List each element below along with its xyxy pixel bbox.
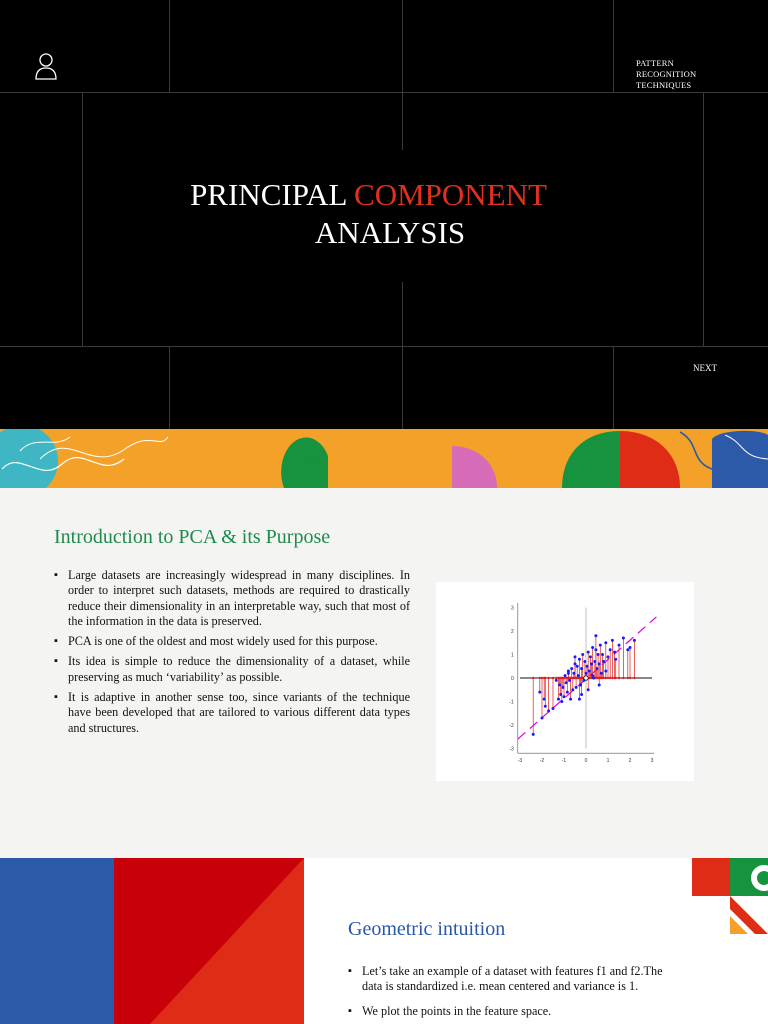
data-point — [580, 693, 583, 696]
title-slide — [0, 0, 768, 429]
data-point — [574, 655, 577, 658]
data-point — [601, 653, 604, 656]
section-title: Introduction to PCA & its Purpose — [54, 526, 331, 548]
grid-line — [613, 346, 614, 429]
data-point — [568, 679, 571, 682]
data-point — [560, 700, 563, 703]
data-point — [571, 688, 574, 691]
data-point — [558, 684, 561, 687]
data-point — [613, 651, 616, 654]
projected-point — [609, 677, 611, 679]
grid-line — [169, 346, 170, 429]
data-point — [572, 672, 575, 675]
data-point — [552, 707, 555, 710]
data-point — [633, 639, 636, 642]
projected-point — [580, 677, 582, 679]
data-point — [555, 679, 558, 682]
data-point — [591, 646, 594, 649]
list-item: ▪ It is adaptive in another sense too, since variants of the technique have been developed that are tailored to various different data types and structures. — [54, 690, 410, 736]
intro-slide — [0, 488, 768, 858]
grid-line — [0, 346, 768, 347]
grid-line — [613, 0, 614, 92]
data-point — [563, 695, 566, 698]
data-point — [587, 688, 590, 691]
page-title — [0, 176, 740, 252]
projected-point — [574, 677, 576, 679]
data-point — [618, 644, 621, 647]
data-point — [609, 648, 612, 651]
list-item: ▪ PCA is one of the oldest and most widely used for this purpose. — [54, 634, 410, 649]
list-item: ▪ Large datasets are increasingly widespread in many disciplines. In order to interpret such datasets, methods are required to drastically reduce their dimensionality in an interpretable way, such that most of the information in the data is preserved. — [54, 568, 410, 629]
data-point — [541, 716, 544, 719]
data-point — [597, 653, 600, 656]
x-tick-label: 0 — [584, 758, 588, 765]
data-point — [604, 669, 607, 672]
data-point — [579, 684, 582, 687]
y-tick-label: 1 — [511, 652, 514, 659]
data-point — [564, 674, 567, 677]
data-point — [599, 644, 602, 647]
y-tick-label: -1 — [509, 699, 514, 706]
data-point — [588, 669, 591, 672]
projected-point — [598, 677, 600, 679]
title-part-component: COMPONENT — [354, 177, 547, 212]
grid-line — [402, 92, 403, 150]
data-point — [590, 662, 593, 665]
projected-point — [561, 677, 563, 679]
projected-point — [552, 677, 554, 679]
data-point — [594, 648, 597, 651]
projected-point — [618, 677, 620, 679]
grid-line — [402, 282, 403, 346]
data-point — [578, 698, 581, 701]
data-point — [543, 698, 546, 701]
grid-line — [169, 0, 170, 92]
data-point — [583, 660, 586, 663]
bullet-list — [348, 964, 666, 1024]
data-point — [547, 709, 550, 712]
y-tick-label: 0 — [511, 676, 514, 682]
data-point — [604, 641, 607, 644]
grid-line — [0, 92, 768, 93]
decorative-band — [0, 429, 768, 488]
projected-point — [611, 677, 613, 679]
data-point — [622, 637, 625, 640]
pca-chart — [436, 582, 694, 781]
projected-point — [578, 677, 580, 679]
y-tick-label: -2 — [509, 723, 514, 729]
data-point — [570, 667, 573, 670]
x-tick-label: 1 — [606, 758, 610, 765]
data-point — [594, 634, 597, 637]
projected-point — [607, 677, 609, 679]
decorative-shapes — [0, 429, 768, 488]
x-tick-label: 2 — [628, 758, 632, 765]
data-point — [614, 658, 617, 661]
projected-point — [605, 677, 607, 679]
course-label: PATTERN RECOGNITION TECHNIQUES — [636, 58, 697, 90]
projected-point — [602, 677, 604, 679]
projected-point — [555, 677, 557, 679]
data-point — [557, 698, 560, 701]
data-point — [569, 698, 572, 701]
data-point — [591, 674, 594, 677]
data-point — [586, 665, 589, 668]
bullet-list — [54, 568, 410, 741]
x-tick-label: -3 — [517, 758, 523, 765]
data-point — [575, 686, 578, 689]
title-part-principal: PRINCIPAL — [190, 177, 355, 212]
data-point — [532, 733, 535, 736]
data-point — [602, 660, 605, 663]
projected-point — [613, 677, 615, 679]
pca-scatter-plot — [436, 582, 694, 781]
origin-marker — [584, 676, 588, 680]
data-point — [577, 674, 580, 677]
data-point — [567, 672, 570, 675]
projected-point — [547, 677, 549, 679]
data-point — [626, 648, 629, 651]
y-tick-label: 3 — [511, 605, 514, 612]
data-point — [611, 639, 614, 642]
data-point — [593, 660, 596, 663]
data-point — [538, 691, 541, 694]
projected-point — [541, 677, 543, 679]
grid-line — [402, 0, 403, 92]
data-point — [598, 684, 601, 687]
data-point — [607, 655, 610, 658]
data-point — [587, 651, 590, 654]
grid-line — [402, 346, 403, 429]
data-point — [598, 662, 601, 665]
x-tick-label: 3 — [650, 758, 654, 765]
section-title: Geometric intuition — [348, 918, 506, 940]
data-point — [574, 662, 577, 665]
projected-point — [633, 677, 635, 679]
next-link[interactable]: NEXT — [693, 363, 717, 373]
data-point — [566, 691, 569, 694]
data-point — [580, 667, 583, 670]
data-point — [561, 686, 564, 689]
data-point — [559, 693, 562, 696]
y-tick-label: -3 — [509, 746, 514, 753]
user-icon[interactable] — [34, 52, 58, 80]
projected-point — [532, 677, 534, 679]
projected-point — [544, 677, 546, 679]
geometric-intuition-slide — [0, 858, 768, 1024]
data-point — [596, 667, 599, 670]
data-point — [629, 646, 632, 649]
data-point — [576, 665, 579, 668]
data-point — [544, 705, 547, 708]
title-part-analysis: ANALYSIS — [314, 215, 466, 250]
projected-point — [622, 677, 624, 679]
x-tick-label: -2 — [539, 758, 545, 765]
list-item: ▪ Let’s take an example of a dataset with features f1 and f2.The data is standardized i.e. mean centered and variance is 1. — [348, 964, 666, 995]
data-point — [600, 672, 603, 675]
data-point — [565, 681, 568, 684]
projected-point — [627, 677, 629, 679]
projected-point — [567, 677, 569, 679]
y-tick-label: 2 — [511, 629, 514, 635]
data-point — [581, 653, 584, 656]
projected-point — [629, 677, 631, 679]
data-point — [589, 655, 592, 658]
data-point — [578, 658, 581, 661]
list-item: ▪ We plot the points in the feature space. — [348, 1004, 666, 1019]
data-point — [585, 672, 588, 675]
x-tick-label: -1 — [561, 758, 567, 765]
projected-point — [539, 677, 541, 679]
list-item: ▪ Its idea is simple to reduce the dimensionality of a dataset, while preserving as much ‘variability’ as possible. — [54, 654, 410, 685]
